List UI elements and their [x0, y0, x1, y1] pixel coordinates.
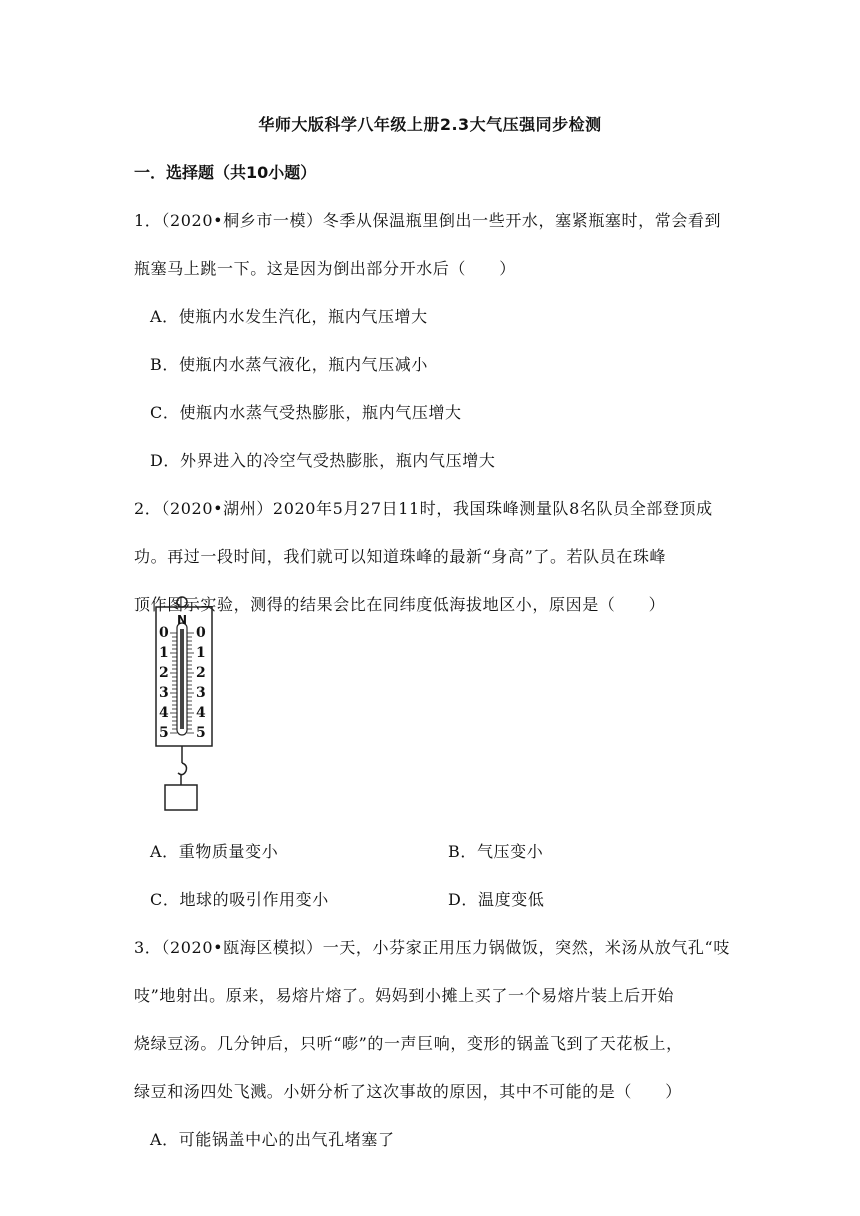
- question-3-line-2: 吱”地射出。原来，易熔片熔了。妈妈到小摊上买了一个易熔片装上后开始: [134, 986, 674, 1005]
- question-1-line-2: 瓶塞马上跳一下。这是因为倒出部分开水后（ ）: [134, 259, 516, 278]
- scale-left-label-5: 5: [159, 725, 169, 741]
- scale-right-label-3: 3: [196, 685, 206, 701]
- scale-left-label-1: 1: [159, 645, 169, 661]
- spring-scale-figure: [150, 593, 220, 815]
- document-title: 华师大版科学八年级上册2.3大气压强同步检测: [258, 115, 602, 134]
- question-3-line-3: 烧绿豆汤。几分钟后，只听“嘭”的一声巨响，变形的锅盖飞到了天花板上，: [134, 1034, 683, 1053]
- scale-left-label-0: 0: [159, 625, 169, 641]
- question-1-option-a: A．使瓶内水发生汽化，瓶内气压增大: [150, 307, 428, 326]
- question-1-line-1: 1．（2020•桐乡市一模）冬季从保温瓶里倒出一些开水，塞紧瓶塞时，常会看到: [134, 211, 722, 230]
- question-2-option-b: B．气压变小: [448, 842, 544, 861]
- scale-right-label-4: 4: [196, 705, 206, 721]
- question-1-option-d: D．外界进入的冷空气受热膨胀，瓶内气压增大: [150, 451, 496, 470]
- scale-left-label-4: 4: [159, 705, 169, 721]
- scale-unit-label: N: [176, 613, 188, 627]
- question-3-line-1: 3．（2020•瓯海区模拟）一天，小芬家正用压力锅做饭，突然，米汤从放气孔“吱: [134, 938, 730, 957]
- question-1-option-c: C．使瓶内水蒸气受热膨胀，瓶内气压增大: [150, 403, 462, 422]
- question-1-option-b: B．使瓶内水蒸气液化，瓶内气压减小: [150, 355, 428, 374]
- question-2-option-d: D．温度变低: [448, 890, 545, 909]
- scale-right-label-1: 1: [196, 645, 206, 661]
- question-2-line-3: 顶作图示实验，测得的结果会比在同纬度低海拔地区小，原因是（ ）: [134, 595, 666, 614]
- scale-right-label-5: 5: [196, 725, 206, 741]
- question-2-option-c: C．地球的吸引作用变小: [150, 890, 329, 909]
- question-3-option-a: A．可能锅盖中心的出气孔堵塞了: [150, 1130, 395, 1149]
- scale-right-label-2: 2: [196, 665, 206, 681]
- question-2-line-1: 2．（2020•湖州）2020年5月27日11时，我国珠峰测量队8名队员全部登顶成: [134, 499, 713, 518]
- scale-right-label-0: 0: [196, 625, 206, 641]
- scale-left-label-2: 2: [159, 665, 169, 681]
- question-2-option-a: A．重物质量变小: [150, 842, 279, 861]
- question-3-line-4: 绿豆和汤四处飞溅。小妍分析了这次事故的原因，其中不可能的是（ ）: [134, 1082, 682, 1101]
- question-2-line-2: 功。再过一段时间，我们就可以知道珠峰的最新“身高”了。若队员在珠峰: [134, 547, 667, 566]
- scale-left-label-3: 3: [159, 685, 169, 701]
- section-heading: 一．选择题（共10小题）: [134, 163, 317, 182]
